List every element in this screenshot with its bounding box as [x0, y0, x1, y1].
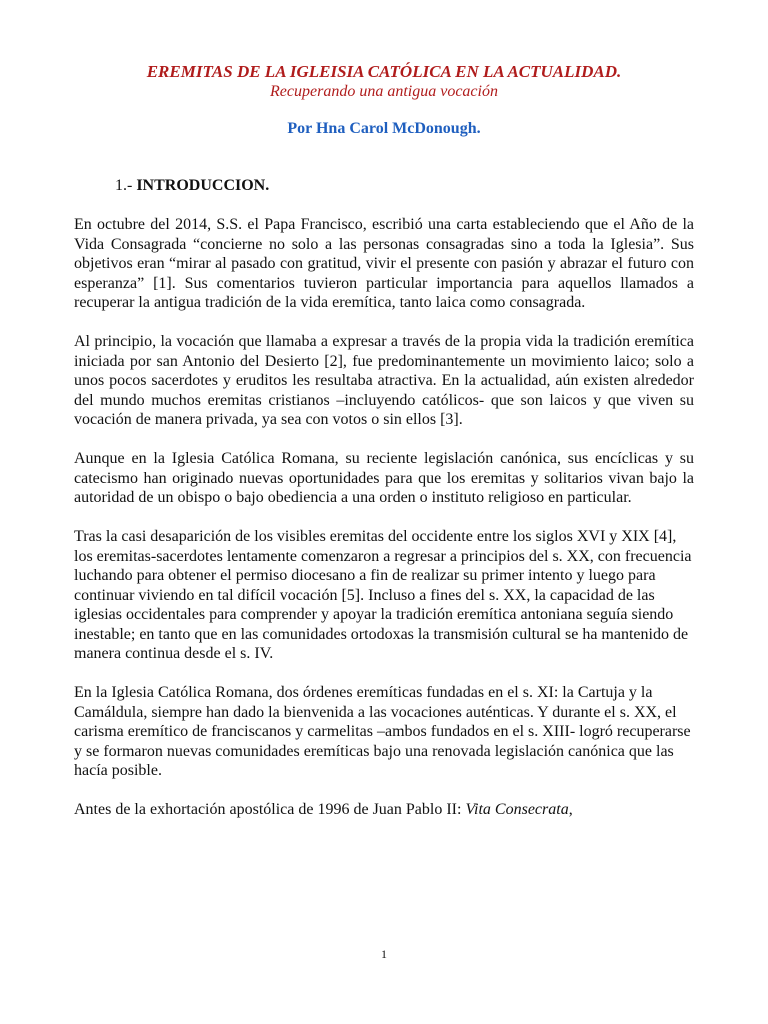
- paragraph-6-italic: Vita Consecrata: [465, 801, 569, 818]
- document-title: EREMITAS DE LA IGLEISIA CATÓLICA EN LA ACTUALIDAD.: [146, 62, 622, 81]
- paragraph-5: En la Iglesia Católica Romana, dos órdenes eremíticas fundadas en el s. XI: la Cartuja y la Camáldula, siempre han dado la bienvenida a las vocaciones auténticas. Y durante el s. XX, el carisma eremítico de franciscanos y carmelitas –ambos fundados en el s. XIII- logró recuperarse y se formaron nuevas comunidades eremíticas bajo una renovada legislación canónica que las hacía posible.: [74, 684, 691, 779]
- page-number: 1: [381, 947, 387, 961]
- section-number: 1.-: [115, 177, 137, 194]
- paragraph-2: Al principio, la vocación que llamaba a expresar a través de la propia vida la tradición eremítica iniciada por san Antonio del Desierto [2], fue predominantemente un movimiento laico; solo a unos pocos sacerdotes y eruditos les resultaba atractiva. En la actualidad, aún existen alrededor del mundo muchos eremitas cristianos –incluyendo católicos- que son laicos y que viven su vocación de manera privada, ya sea con votos o sin ellos [3].: [74, 333, 694, 428]
- document-author: Por Hna Carol McDonough.: [287, 120, 481, 137]
- document-subtitle: Recuperando una antigua vocación: [270, 83, 498, 100]
- paragraph-6-text: Antes de la exhortación apostólica de 1996 de Juan Pablo II:: [74, 801, 466, 818]
- paragraph-6-punct: ,: [568, 801, 573, 818]
- document-body: [74, 215, 694, 839]
- paragraph-3: Aunque en la Iglesia Católica Romana, su reciente legislación canónica, sus encíclicas y su catecismo han originado nuevas oportunidades para que los eremitas y solitarios vivan bajo la autoridad de un obispo o bajo obediencia a una orden o instituto religioso en particular.: [74, 450, 694, 506]
- paragraph-6: [74, 800, 694, 820]
- section-title: INTRODUCCION.: [136, 177, 270, 194]
- section-heading: [115, 177, 269, 195]
- paragraph-1: En octubre del 2014, S.S. el Papa Francisco, escribió una carta estableciendo que el Año de la Vida Consagrada “concierne no solo a las personas consagradas sino a toda la Iglesia”. Sus objetivos eran “mirar al pasado con gratitud, vivir el presente con pasión y abrazar el futuro con esperanza” [1]. Sus comentarios tuvieron particular importancia para aquellos llamados a recuperar la antigua tradición de la vida eremítica, tanto laica como consagrada.: [74, 216, 694, 311]
- paragraph-4: Tras la casi desaparición de los visibles eremitas del occidente entre los siglos XVI y XIX [4], los eremitas-sacerdotes lentamente comenzaron a regresar a principios del s. XX, con frecuencia luchando para obtener el permiso diocesano a fin de realizar su primer intento y luego para continuar viviendo en tal difícil vocación [5]. Incluso a fines del s. XX, la capacidad de las iglesias occidentales para comprender y apoyar la tradición eremítica antoniana seguía siendo inestable; en tanto que en las comunidades ortodoxas la transmisión cultural se ha mantenido de manera continua desde el s. IV.: [74, 528, 692, 662]
